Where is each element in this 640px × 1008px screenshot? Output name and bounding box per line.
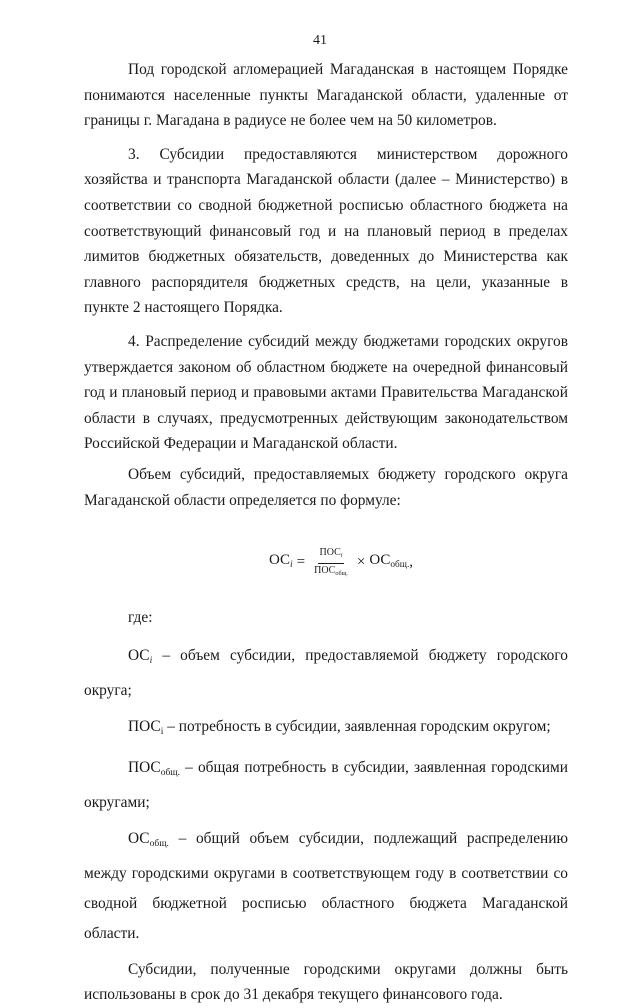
page-number: 41 bbox=[313, 33, 327, 48]
definition-pos-total: $ПОС_{общ.}$ – общая потребность в субсидии, заявленная городскими округами; bbox=[84, 758, 568, 811]
formula-trail: , bbox=[409, 554, 414, 571]
formula-lhs: $ОС_i$ bbox=[269, 551, 293, 570]
paragraph-item-3: 3. Субсидии предоставляются министерством дорожного хозяйства и транспорта Магаданской области (далее – Министерство) в соответствии со сводной бюджетной росписью областного бюджета на соответствующий финансовый год и на плановый период в пределах лимитов бюджетных обязательств, доведенных до Министерства как главного распорядителя бюджетных средств, на цели, указанные в пункте 2 настоящего Порядка. bbox=[84, 145, 568, 317]
formula-fraction bbox=[314, 547, 348, 580]
formula-numerator: $ПОС_i$ bbox=[318, 547, 345, 564]
formula bbox=[84, 539, 568, 587]
paragraph-agglomeration: Под городской агломерацией Магаданская в настоящем Порядке понимаются населенные пункты Магаданской области, удаленные от границы г. Магадана в радиусе не более чем на 50 километров. bbox=[84, 61, 568, 130]
definition-os-i: $ОС_i$ – объем субсидии, предоставляемой бюджету городского округа; bbox=[84, 646, 568, 699]
document-body bbox=[84, 57, 568, 1008]
formula-equals: = bbox=[296, 554, 306, 571]
where-label: где: bbox=[128, 609, 153, 627]
formula-denominator: $ПОС_{общ.}$ bbox=[314, 564, 348, 577]
definition-pos-i: $ПОС_i$ – потребность в субсидии, заявленная городским округом; bbox=[128, 717, 551, 737]
formula-rhs: $ОС_{общ.}$ bbox=[369, 551, 410, 570]
paragraph-item-4: 4. Распределение субсидий между бюджетами городских округов утверждается законом об областном бюджете на очередной финансовый год и плановый период и правовыми актами Правительства Магаданской области в случаях, предусмотренных действующим законодательством Российской Федерации и Магаданской области. bbox=[84, 332, 568, 453]
paragraph-formula-intro: Объем субсидий, предоставляемых бюджету городского округа Магаданской области определяется по формуле: bbox=[84, 465, 568, 509]
formula-times: × bbox=[356, 554, 366, 571]
definition-os-total: $ОС_{общ.}$ – общий объем субсидии, подлежащий распределению между городскими округами в соответствующем году в соответствии со сводной бюджетной росписью областного бюджета Магаданской области. bbox=[84, 829, 568, 942]
paragraph-deadline: Субсидии, полученные городскими округами должны быть использованы в срок до 31 декабря текущего финансового года. bbox=[84, 960, 568, 1004]
formula-expression bbox=[269, 547, 413, 580]
